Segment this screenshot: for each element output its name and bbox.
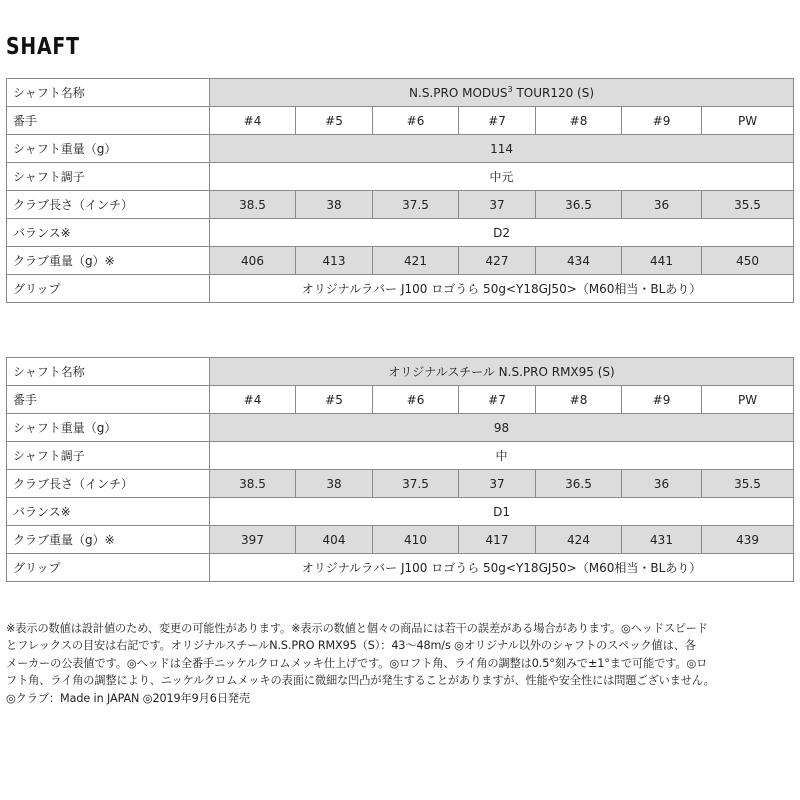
cell: #4 bbox=[210, 107, 296, 135]
row-kick-point bbox=[7, 163, 794, 191]
row-club-length bbox=[7, 470, 794, 498]
cell: 35.5 bbox=[702, 191, 794, 219]
cell: #4 bbox=[210, 386, 296, 414]
row-number bbox=[7, 386, 794, 414]
cell: 36.5 bbox=[536, 191, 622, 219]
row-label: 番手 bbox=[7, 386, 210, 414]
row-kick-point bbox=[7, 442, 794, 470]
grip-value: オリジナルラバー J100 ロゴうら 50g<Y18GJ50>（M60相当・BLあり） bbox=[210, 275, 794, 303]
row-label: シャフト重量（g） bbox=[7, 414, 210, 442]
cell: 37.5 bbox=[373, 470, 459, 498]
cell: 406 bbox=[210, 247, 296, 275]
row-grip bbox=[7, 275, 794, 303]
cell: 434 bbox=[536, 247, 622, 275]
note-line: ◎クラブ：Made in JAPAN ◎2019年9月6日発売 bbox=[6, 691, 250, 705]
cell: 36 bbox=[622, 470, 702, 498]
shaft-weight-value: 98 bbox=[210, 414, 794, 442]
note-line: フト角、ライ角の調整により、ニッケルクロムメッキの表面に微細な凹凸が発生することがありますが、性能や安全性には問題ございません。 bbox=[6, 674, 715, 688]
row-shaft-name bbox=[7, 79, 794, 107]
cell: 397 bbox=[210, 526, 296, 554]
cell: 417 bbox=[459, 526, 536, 554]
row-club-weight bbox=[7, 526, 794, 554]
cell: #6 bbox=[373, 107, 459, 135]
cell: 36 bbox=[622, 191, 702, 219]
note-line: とフレックスの目安は右記です。オリジナルスチールN.S.PRO RMX95（S）：43〜48m/s ◎オリジナル以外のシャフトのスペック値は、各 bbox=[6, 639, 696, 653]
cell: #9 bbox=[622, 107, 702, 135]
note-line: ※表示の数値は設計値のため、変更の可能性があります。※表示の数値と個々の商品には若干の誤差がある場合があります。◎ヘッドスピード bbox=[6, 622, 708, 635]
spec-notes bbox=[6, 620, 796, 707]
cell: #7 bbox=[459, 107, 536, 135]
kick-point-value: 中 bbox=[210, 442, 794, 470]
row-label: シャフト調子 bbox=[7, 163, 210, 191]
row-club-weight bbox=[7, 247, 794, 275]
row-label: 番手 bbox=[7, 107, 210, 135]
balance-value: D2 bbox=[210, 219, 794, 247]
spec-table-2 bbox=[6, 357, 794, 582]
cell: #8 bbox=[536, 107, 622, 135]
cell: 413 bbox=[296, 247, 373, 275]
row-label: グリップ bbox=[7, 275, 210, 303]
cell: PW bbox=[702, 386, 794, 414]
shaft-name-value: オリジナルスチール N.S.PRO RMX95 (S) bbox=[210, 358, 794, 386]
row-shaft-weight bbox=[7, 414, 794, 442]
shaft-name-value: N.S.PRO MODUS$^3$ TOUR120 (S) bbox=[210, 79, 794, 107]
cell: 404 bbox=[296, 526, 373, 554]
spec-table-1 bbox=[6, 78, 794, 303]
section-heading: SHAFT bbox=[6, 34, 80, 60]
cell: 35.5 bbox=[702, 470, 794, 498]
cell: 410 bbox=[373, 526, 459, 554]
row-label: シャフト名称 bbox=[7, 358, 210, 386]
row-number bbox=[7, 107, 794, 135]
row-label: クラブ重量（g）※ bbox=[7, 526, 210, 554]
cell: #5 bbox=[296, 386, 373, 414]
balance-value: D1 bbox=[210, 498, 794, 526]
cell: PW bbox=[702, 107, 794, 135]
cell: #6 bbox=[373, 386, 459, 414]
cell: 424 bbox=[536, 526, 622, 554]
grip-value: オリジナルラバー J100 ロゴうら 50g<Y18GJ50>（M60相当・BLあり） bbox=[210, 554, 794, 582]
row-label: シャフト調子 bbox=[7, 442, 210, 470]
cell: 439 bbox=[702, 526, 794, 554]
cell: 37.5 bbox=[373, 191, 459, 219]
cell: 38.5 bbox=[210, 191, 296, 219]
cell: 37 bbox=[459, 191, 536, 219]
cell: 421 bbox=[373, 247, 459, 275]
row-label: シャフト名称 bbox=[7, 79, 210, 107]
cell: 36.5 bbox=[536, 470, 622, 498]
shaft-weight-value: 114 bbox=[210, 135, 794, 163]
row-shaft-name bbox=[7, 358, 794, 386]
row-label: グリップ bbox=[7, 554, 210, 582]
row-club-length bbox=[7, 191, 794, 219]
cell: 431 bbox=[622, 526, 702, 554]
row-label: クラブ重量（g）※ bbox=[7, 247, 210, 275]
cell: 38 bbox=[296, 470, 373, 498]
row-balance bbox=[7, 219, 794, 247]
cell: 37 bbox=[459, 470, 536, 498]
cell: #5 bbox=[296, 107, 373, 135]
cell: 450 bbox=[702, 247, 794, 275]
row-grip bbox=[7, 554, 794, 582]
cell: #7 bbox=[459, 386, 536, 414]
cell: #8 bbox=[536, 386, 622, 414]
cell: 38.5 bbox=[210, 470, 296, 498]
kick-point-value: 中元 bbox=[210, 163, 794, 191]
note-line: メーカーの公表値です。◎ヘッドは全番手ニッケルクロムメッキ仕上げです。◎ロフト角、ライ角の調整は0.5°刻みで±1°まで可能です。◎ロ bbox=[6, 656, 708, 670]
cell: 38 bbox=[296, 191, 373, 219]
row-balance bbox=[7, 498, 794, 526]
cell: #9 bbox=[622, 386, 702, 414]
row-label: バランス※ bbox=[7, 219, 210, 247]
row-label: クラブ長さ（インチ） bbox=[7, 470, 210, 498]
cell: 427 bbox=[459, 247, 536, 275]
row-label: バランス※ bbox=[7, 498, 210, 526]
row-label: シャフト重量（g） bbox=[7, 135, 210, 163]
cell: 441 bbox=[622, 247, 702, 275]
row-label: クラブ長さ（インチ） bbox=[7, 191, 210, 219]
row-shaft-weight bbox=[7, 135, 794, 163]
